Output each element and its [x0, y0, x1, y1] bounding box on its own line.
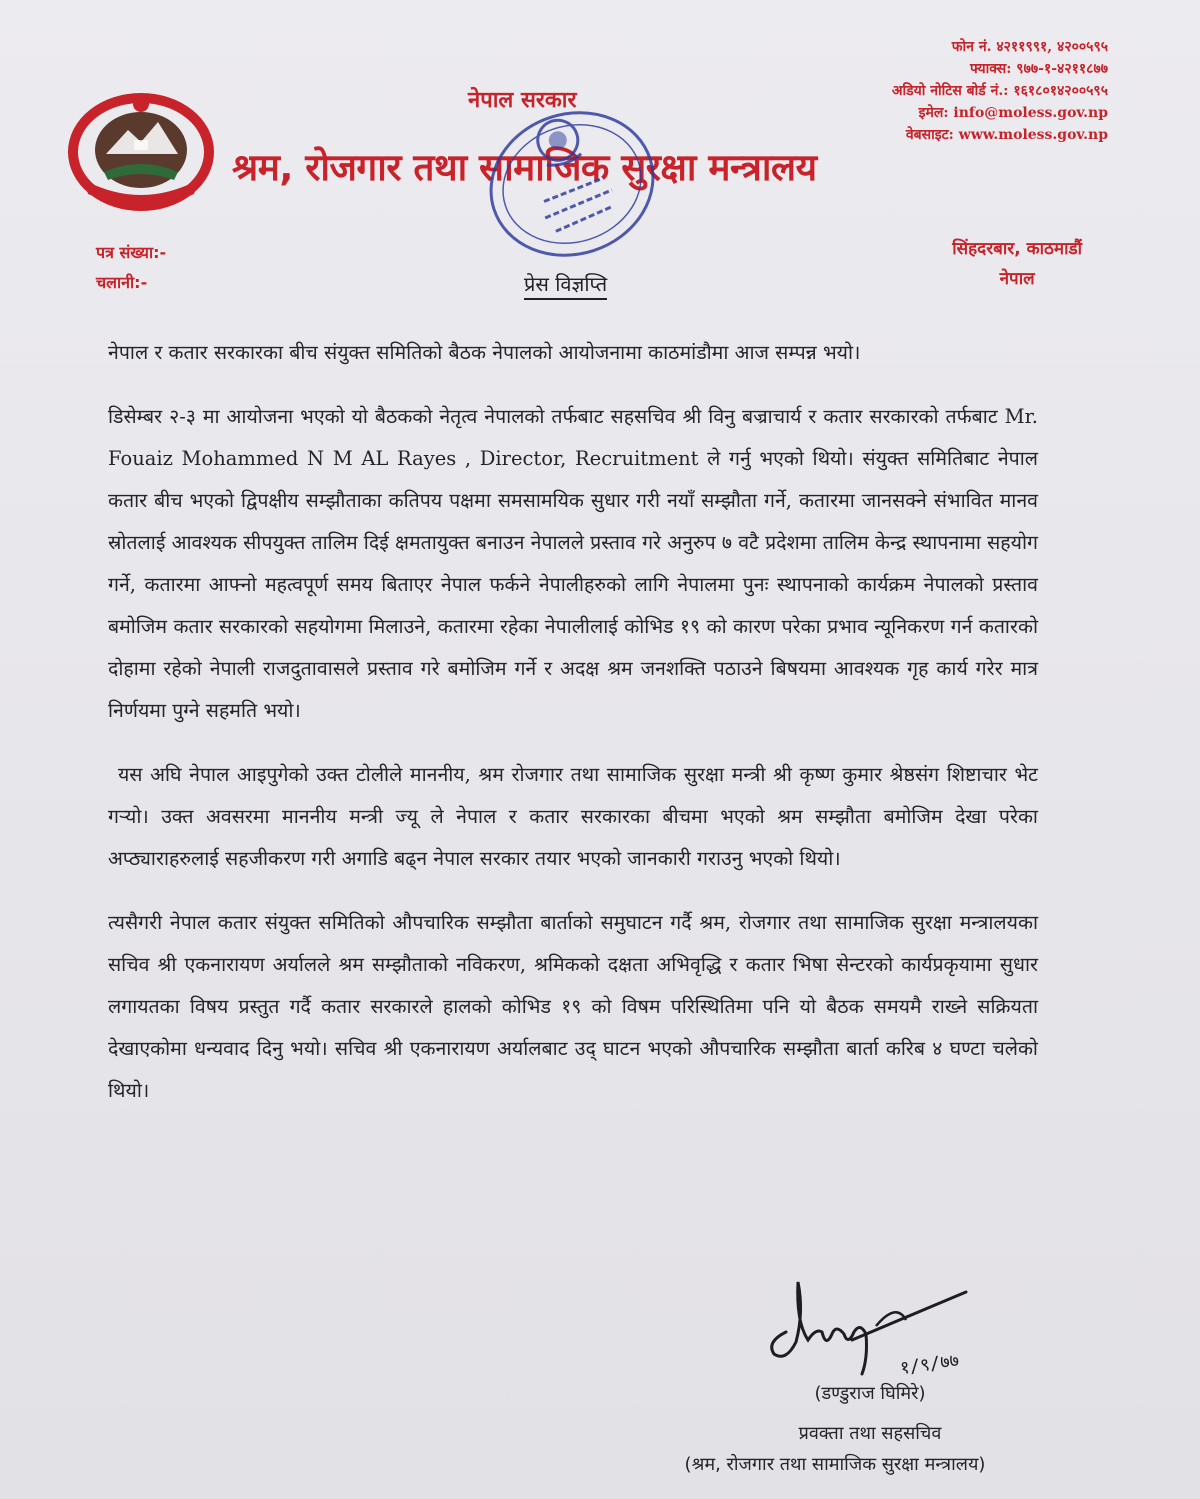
paragraph-3: यस अघि नेपाल आइपुगेको उक्त टोलीले माननीय, श्रम रोजगार तथा सामाजिक सुरक्षा मन्त्री श्री कृष्ण कुमार श्रेष्ठसंग शिष्टाचार भेट गर्‍यो। उक्त अवसरमा माननीय मन्त्री ज्यू ले नेपाल र कतार सरकारका बीचमा भएको श्रम सम्झौता बमोजिम देखा परेका अप्ठ्याराहरुलाई सहजीकरण गरी अगाडि बढ्न नेपाल सरकार तयार भएको जानकारी गराउनु भएको थियो। — [108, 763, 1038, 870]
nepal-government-emblem-icon — [66, 84, 216, 214]
website-address: वेबसाइट: www.moless.gov.np — [905, 127, 1108, 143]
signatory-block — [770, 1374, 970, 1454]
signatory-ministry: (श्रम, रोजगार तथा सामाजिक सुरक्षा मन्त्रालय) — [684, 1454, 986, 1475]
paragraph-2: डिसेम्बर २-३ मा आयोजना भएको यो बैठकको नेतृत्व नेपालको तर्फबाट सहसचिव श्री विनु बज्राचार्य र कतार सरकारको तर्फबाट Mr. Fouaiz Mohammed N M AL Rayes , Director, Recruitment ले गर्नु भएको थियो। संयुक्त समितिबाट नेपाल कतार बीच भएको द्विपक्षीय सम्झौताका कतिपय पक्षमा समसामयिक सुधार गरी नयाँ सम्झौता गर्ने, कतारमा जानसक्ने संभावित मानव स्रोतलाई आवश्यक सीपयुक्त तालिम दिई क्षमतायुक्त बनाउन नेपालले प्रस्ताव गरे अनुरुप ७ वटै प्रदेशमा तालिम केन्द्र स्थापनामा सहयोग गर्ने, कतारमा आफ्नो महत्वपूर्ण समय बिताएर नेपाल फर्कने नेपालीहरुको लागि नेपालमा पुनः स्थापनाको कार्यक्रम नेपालको प्रस्ताव बमोजिम कतार सरकारको सहयोगमा मिलाउने, कतारमा रहेका नेपालीलाई कोभिड १९ को कारण परेका प्रभाव न्यूनिकरण गर्न कतारको दोहामा रहेको नेपाली राजदुतावासले प्रस्ताव गरे बमोजिम गर्ने र अदक्ष श्रम जनशक्ति पठाउने बिषयमा आवश्यक गृह कार्य गरेर मात्र निर्णयमा पुग्ने सहमति भयो। — [108, 405, 1038, 722]
signatory-designation: प्रवक्ता तथा सहसचिव — [798, 1423, 942, 1444]
address-line-2: नेपाल — [999, 269, 1035, 289]
ministry-name: श्रम, रोजगार तथा सामाजिक सुरक्षा मन्त्रालय — [232, 146, 817, 189]
letter-number-label: पत्र संख्या:- — [96, 243, 167, 262]
paragraph-4: त्यसैगरी नेपाल कतार संयुक्त समितिको औपचारिक सम्झौता बार्ताको समुघाटन गर्दै श्रम, रोजगार तथा सामाजिक सुरक्षा मन्त्रालयका सचिव श्री एकनारायण अर्यालले श्रम सम्झौताको नविकरण, श्रमिकको दक्षता अभिवृद्धि र कतार भिषा सेन्टरको कार्यप्रकृयामा सुधार लगायतका विषय प्रस्तुत गर्दै कतार सरकारले हालको कोभिड १९ को विषम परिस्थितिमा पनि यो बैठक समयमै राख्ने सक्रियता देखाएकोमा धन्यवाद दिनु भयो। सचिव श्री एकनारायण अर्यालबाट उद् घाटन भएको औपचारिक सम्झौता बार्ता करिब ४ घण्टा चलेको थियो। — [108, 911, 1038, 1102]
paragraph-1: नेपाल र कतार सरकारका बीच संयुक्त समितिको बैठक नेपालको आयोजनामा काठमांडौमा आज सम्पन्न भयो। — [108, 341, 861, 364]
press-release-body — [108, 332, 1038, 1134]
signatory-name: (डण्डुराज घिमिरे) — [814, 1383, 926, 1404]
dispatch-number-label: चलानी:- — [96, 273, 148, 292]
document-title: प्रेस विज्ञप्ति — [524, 270, 607, 300]
government-name: नेपाल सरकार — [468, 88, 577, 113]
email-address: इमेल: info@moless.gov.np — [918, 105, 1108, 121]
audio-notice-board: अडियो नोटिस बोर्ड नं.: १६१८०१४२००५९५ — [891, 83, 1108, 99]
phone-number: फोन नं. ४२११९९१, ४२००५९५ — [951, 39, 1108, 55]
signature-date: १/९/७७ — [898, 1349, 961, 1380]
official-seal-stamp — [470, 96, 675, 271]
contact-details — [892, 36, 1108, 146]
ministry-address — [952, 234, 1082, 294]
fax-number: फ्याक्स: ९७७-१-४२११८७७ — [969, 61, 1108, 77]
address-line-1: सिंहदरबार, काठमाडौं — [952, 239, 1082, 259]
reference-numbers — [96, 238, 166, 298]
